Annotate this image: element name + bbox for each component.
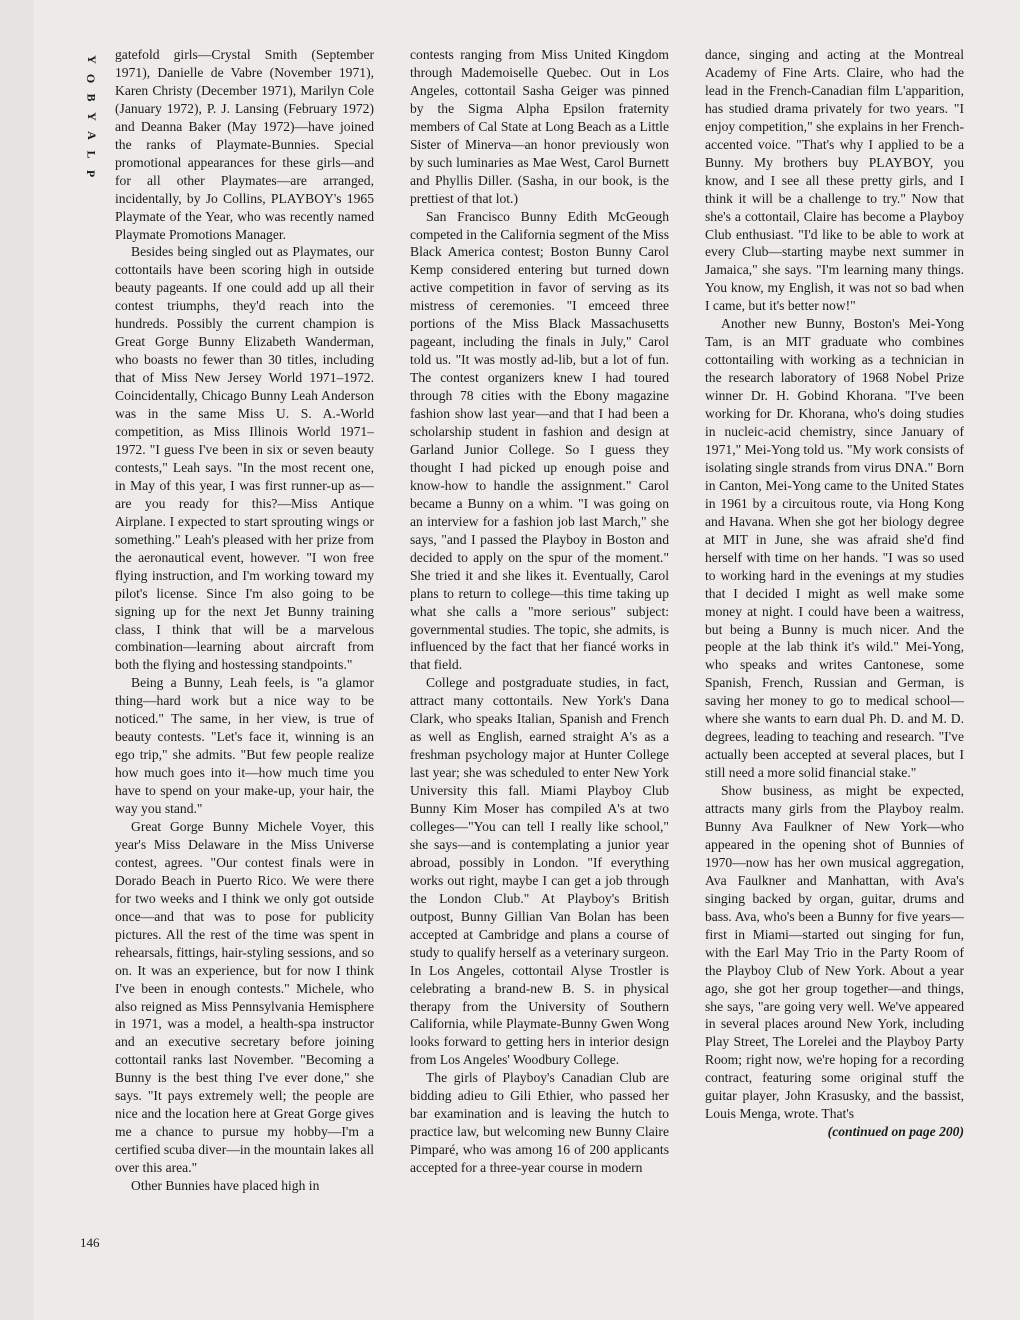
running-head-letter: P [84,169,99,178]
continued-on-page: (continued on page 200) [827,1124,964,1140]
running-head-letter: L [84,150,99,159]
running-head-letter: A [84,131,99,140]
running-head-letter: O [84,73,99,84]
article-body [115,46,965,1266]
paragraph: Besides being singled out as Playmates, our cottontails have been scoring high in outside beauty pageants. If one could add up all their contest triumphs, they'd reach into the hundreds. Possibly the current champion is Great Gorge Bunny Elizabeth Wanderman, who boasts no fewer than 30 titles, including that of Miss New Jersey World 1971–1972. Coincidentally, Chicago Bunny Leah Anderson was in the same Miss U. S. A.-World competition, as Miss Illinois World 1971–1972. "I guess I've been in six or seven beauty contests," Leah says. "In the most recent one, in May of this year, I was first runner-up as—are you ready for this?—Miss Antique Airplane. I expected to start sprouting wings or something." Leah's pleased with her prize from the aeronautical event, however. "I won free flying instruction, and I'm working toward my pilot's license. Since I'm also going to be signing up for the next Jet Bunny training class, I think that will be a marvelous combination—learning about aircraft from both the flying and hostessing standpoints." [115,244,374,673]
paragraph: Being a Bunny, Leah feels, is "a glamor thing—hard work but a nice way to be noticed." The same, in her view, is true of beauty contests. "Let's face it, winning is an ego trip," she admits. "But few people realize how much goes into it—how much time you have to spend on your make-up, your hair, the way you stand." [115,675,374,817]
page-edge [0,0,34,1320]
paragraph: Show business, as might be expected, attracts many girls from the Playboy realm. Bunny Ava Faulkner of New York—who appeared in the opening shot of Bunnies of 1970—now has her own musical aggregation, Ava Faulkner and Manhattan, with Ava's singing backed by organ, guitar, drums and bass. Ava, who's been a Bunny for five years—first in Miami—started out singing for fun, with the Earl May Trio in the Party Room of the Playboy Club of New York. About a year ago, she got her group together—and things, she says, "are going very well. We've appeared in several places around New York, including Play Street, The Lorelei and the Playboy Party Room; right now, we're hoping for a recording contract, featuring some original stuff the guitar player, John Krasusky, and the bassist, Louis Menga, wrote. That's [705,783,964,1122]
paragraph: gatefold girls—Crystal Smith (September 1971), Danielle de Vabre (November 1971), Karen Christy (December 1971), Marilyn Cole (January 1972), P. J. Lansing (February 1972) and Deanna Baker (May 1972)—have joined the ranks of Playmate-Bunnies. Special promotional appearances for these girls—and for all other Playmates—are arranged, incidentally, by Jo Collins, PLAYBOY's 1965 Playmate of the Year, who was recently named Playmate Promotions Manager. [115,47,374,242]
paragraph: Another new Bunny, Boston's Mei-Yong Tam, is an MIT graduate who combines cottontailing with working as a technician in the research laboratory of 1968 Nobel Prize winner Dr. H. Gobind Khorana. "I've been working for Dr. Khorana, who's doing studies in nucleic-acid chemistry, since January of 1971," Mei-Yong told us. "My work consists of isolating single strands from virus DNA." Born in Canton, Mei-Yong came to the United States in 1961 by a circuitous route, via Hong Kong and Havana. When she got her biology degree at MIT in June, she was afraid she'd find herself with time on her hands. "I was so used to working hard in the evenings at my studies that I decided I might as well make some money at night. I could have been a waitress, but being a Bunny is much nicer. And the people at the lab think it's wild." Mei-Yong, who speaks and writes Cantonese, some Spanish, French, Russian and German, is saving her money to go to medical school—where she wants to earn dual Ph. D. and M. D. degrees, leading to teaching and research. "I've actually been accepted at several places, but I still need a more solid financial stake." [705,316,964,781]
running-head-letter: Y [84,112,99,121]
paragraph: San Francisco Bunny Edith McGeough competed in the California segment of the Miss Black America contest; Boston Bunny Carol Kemp considered entering but turned down active competition in favor of serving as its mistress of ceremonies. "I emceed three portions of the Miss Black Massachusetts pageant, including the finals in July," Carol told us. "It was mostly ad-lib, but a lot of fun. The contest organizers knew I had toured through 78 cities with the Ebony magazine fashion show last year—and that I had been a scholarship student in fashion and design at Garland Junior College. So I guess they thought I had picked up enough poise and know-how to handle the assignment." Carol became a Bunny on a whim. "I was going on an interview for a fashion job last March," she says, "and I passed the Playboy in Boston and decided to apply on the spur of the moment." She tried it and she likes it. Eventually, Carol plans to return to college—this time taking up what she calls a "more serious" subject: governmental studies. The topic, she admits, is influenced by the fact that her fiancé works in that field. [410,208,669,673]
paragraph: contests ranging from Miss United Kingdom through Mademoiselle Quebec. Out in Los Angeles, cottontail Sasha Geiger was pinned by the Sigma Alpha Epsilon fraternity members of Cal State at Long Beach as a Little Sister of Minerva—an honor previously won by such luminaries as Mae West, Carol Burnett and Phyllis Diller. (Sasha, in our book, is the prettiest of that lot.) [410,47,669,206]
paragraph: College and postgraduate studies, in fact, attract many cottontails. New York's Dana Clark, who speaks Italian, Spanish and French as well as English, earned straight A's as a freshman psychology major at Hunter College last year; she was scheduled to enter New York University this fall. Miami Playboy Club Bunny Kim Moser has compiled A's at two colleges—"You can tell I really like school," she says—and is contemplating a junior year abroad, possibly in London. "If everything works out right, maybe I can get a job through the London Club." At Playboy's British outpost, Bunny Gillian Van Bolan has been accepted at Cambridge and plans a course of study to qualify herself as a veterinary surgeon. In Los Angeles, cottontail Alyse Trostler is celebrating a brand-new B. S. in physical therapy from the University of Southern California, while Playmate-Bunny Gwen Wong looks forward to getting hers in interior design from Los Angeles' Woodbury College. [410,675,669,1068]
column-3 [705,46,964,1266]
page-number: 146 [80,1235,100,1250]
running-head [80,52,102,181]
column-1 [115,46,374,1266]
paragraph: Great Gorge Bunny Michele Voyer, this year's Miss Delaware in the Miss Universe contest, agrees. "Our contest finals were in Dorado Beach in Puerto Rico. We were there for two weeks and I think we only got outside once—and that was to pose for publicity pictures. All the rest of the time was spent in rehearsals, fittings, hair-styling sessions, and so on. It was an experience, but for now I think I've been in enough contests." Michele, who also reigned as Miss Pennsylvania Hemisphere in 1971, was a model, a health-spa instructor and an executive secretary before joining cottontail ranks last November. "Becoming a Bunny is the best thing I've ever done," she says. "It pays extremely well; the people are nice and the location here at Great Gorge gives me a chance to pursue my hobby—I'm a certified scuba diver—in the mountain lakes all over this area." [115,818,374,1176]
paragraph: The girls of Playboy's Canadian Club are bidding adieu to Gili Ethier, who passed her bar examination and is leaving the hutch to practice law, but welcoming new Bunny Claire Pimparé, who was among 16 of 200 applicants accepted for a three-year course in modern [410,1070,669,1176]
paragraph: dance, singing and acting at the Montreal Academy of Fine Arts. Claire, who had the lead in the French-Canadian film L'apparition, has studied drama privately for two years. "I enjoy competition," she explains in her French-accented voice. "That's why I applied to be a Bunny. My brothers buy PLAYBOY, you know, and I see all these pretty girls, and I think it will be a challenge to try." Now that she's a cottontail, Claire has become a Playboy Club enthusiast. "I'd like to be able to work at every Club—starting maybe next summer in Jamaica," she says. "I'm learning many things. You know, my English, it was not so bad when I came, but it's better now!" [705,47,964,314]
running-head-letter: B [84,93,99,102]
paragraph: Other Bunnies have placed high in [131,1178,320,1194]
running-head-letter: Y [84,55,99,64]
column-2 [410,46,669,1266]
